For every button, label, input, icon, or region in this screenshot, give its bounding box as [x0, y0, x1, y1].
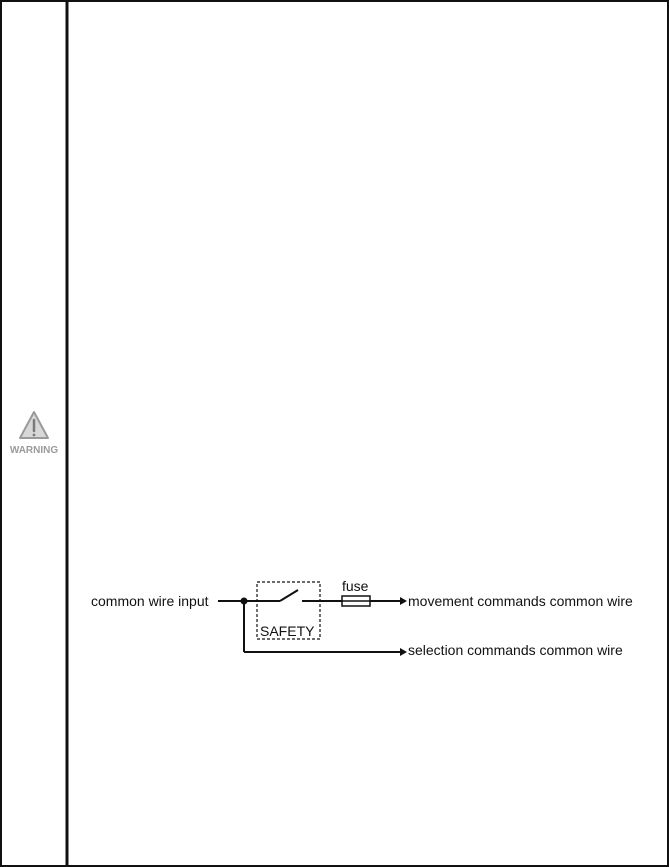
- movement-arrowhead: [400, 597, 407, 605]
- circuit-diagram: [218, 582, 407, 656]
- selection-arrowhead: [400, 648, 407, 656]
- selection-output-label: selection commands common wire: [408, 642, 623, 658]
- warning-triangle-icon: [20, 412, 48, 438]
- movement-output-label: movement commands common wire: [408, 593, 633, 609]
- switch-blade: [280, 590, 298, 601]
- safety-label: SAFETY: [260, 623, 315, 639]
- input-label: common wire input: [91, 593, 209, 609]
- fuse-label: fuse: [342, 578, 369, 594]
- warning-label: WARNING: [9, 445, 59, 456]
- outer-border: [1, 1, 668, 866]
